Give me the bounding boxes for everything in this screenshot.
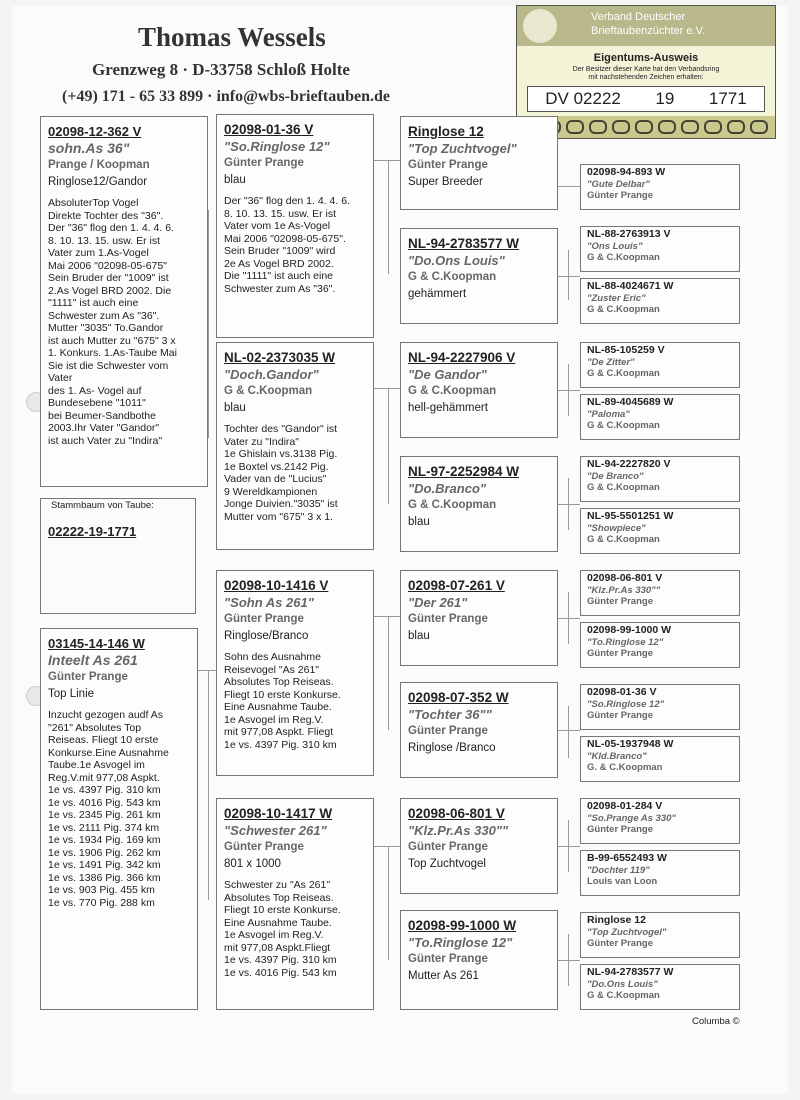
pigeon-name: "Doch.Gandor" <box>224 367 319 382</box>
ring-number: NL-97-2252984 W <box>408 464 520 479</box>
ring-number: 02098-01-36 V <box>224 122 314 137</box>
breeder: Günter Prange <box>587 938 653 949</box>
breeder-name: Thomas Wessels <box>138 22 326 52</box>
ancestor-box <box>580 508 740 554</box>
pigeon-name: "Showpiece" <box>587 522 646 534</box>
connector-line <box>198 670 216 671</box>
ring-number: 02098-07-352 W <box>408 690 509 705</box>
card-subtitle-line2: mit nachstehenden Zeichen erhalten: <box>588 74 704 81</box>
dove-logo-icon <box>523 9 557 43</box>
card-header <box>517 6 775 46</box>
color-line: blau <box>408 516 430 528</box>
pigeon-name: "So.Ringlose 12" <box>224 139 330 154</box>
grandparent-box <box>216 114 374 338</box>
breeder: G & C.Koopman <box>224 385 313 397</box>
connector-line <box>208 670 209 900</box>
ring-number: 03145-14-146 W <box>48 636 145 651</box>
breeder: G & C.Koopman <box>587 304 660 315</box>
pigeon-name: "Gute Delbar" <box>587 178 650 190</box>
connector-line <box>208 210 209 438</box>
pigeon-name: "De Zitter" <box>587 356 635 368</box>
connector-line <box>558 390 580 391</box>
pigeon-name: "Ons Louis" <box>587 240 643 252</box>
breeder: Günter Prange <box>224 841 304 853</box>
stammbaum-box <box>40 498 196 614</box>
card-num-c: 1771 <box>708 89 747 108</box>
ring-number: NL-94-2227906 V <box>408 350 516 365</box>
ring-number: NL-88-4024671 W <box>587 280 674 292</box>
pigeon-name: "Do.Ons Louis" <box>587 978 658 990</box>
ancestor-box <box>580 456 740 502</box>
color-line: Super Breeder <box>408 176 483 188</box>
breeder: Louis van Loon <box>587 876 658 887</box>
breeder: G & C.Koopman <box>587 420 660 431</box>
ring-number: 02098-12-362 V <box>48 124 142 139</box>
pigeon-name: "Zuster Eric" <box>587 292 646 304</box>
card-ring-number <box>527 86 765 112</box>
ancestor-box <box>580 164 740 210</box>
connector-line <box>388 846 389 960</box>
connector-line <box>558 186 580 187</box>
card-num-a: DV 02222 <box>545 89 621 108</box>
breeder: Günter Prange <box>408 159 488 171</box>
card-subtitle <box>517 66 775 82</box>
stammbaum-label: Stammbaum von Taube: <box>48 500 157 511</box>
ring-number: NL-95-5501251 W <box>587 510 674 522</box>
breeder: Günter Prange <box>587 648 653 659</box>
color-line: Ringlose12/Gandor <box>48 176 148 188</box>
breeder: Günter Prange <box>408 725 488 737</box>
breeder: G & C.Koopman <box>408 385 497 397</box>
color-line: Top Linie <box>48 688 95 700</box>
ring-number: NL-05-1937948 W <box>587 738 674 750</box>
connector-line <box>568 364 569 416</box>
great-grandparent-box <box>400 570 558 666</box>
ancestor-box <box>580 736 740 782</box>
pigeon-name: "Der 261" <box>408 595 468 610</box>
pigeon-name: "Do.Ons Louis" <box>408 253 505 268</box>
pigeon-name: "Tochter 36"" <box>408 707 492 722</box>
connector-line <box>568 250 569 300</box>
ring-number: NL-89-4045689 W <box>587 396 674 408</box>
connector-line <box>558 618 580 619</box>
software-credit: Columba © <box>692 1016 740 1027</box>
connector-line <box>568 706 569 758</box>
ring-number: 02098-99-1000 W <box>408 918 517 933</box>
color-line: 801 x 1000 <box>224 858 281 870</box>
pigeon-name: "Schwester 261" <box>224 823 327 838</box>
connector-line <box>558 504 580 505</box>
ancestor-box <box>580 964 740 1010</box>
connector-line <box>568 592 569 644</box>
card-org-line1: Verband Deutscher <box>591 11 686 23</box>
ring-number: NL-88-2763913 V <box>587 228 671 240</box>
pigeon-name: "Paloma" <box>587 408 630 420</box>
ancestor-box <box>580 226 740 272</box>
great-grandparent-box <box>400 682 558 778</box>
remarks: Schwester zu "As 261" Absolutes Top Reiseas. Fliegt 10 erste Konkurse. Eine Ausnahme Taube. 1e Asvogel im Reg.V. mit 977,08 Aspkt.Fliegt 1e vs. 4397 Pig. 310 km 1e vs. 4016 Pig. 543 km <box>224 879 341 979</box>
card-organization <box>591 10 705 38</box>
ancestor-box <box>580 394 740 440</box>
breeder: Günter Prange <box>48 671 128 683</box>
pigeon-name: "Sohn As 261" <box>224 595 314 610</box>
breeder: Günter Prange <box>587 710 653 721</box>
pigeon-name: "So.Prange As 330" <box>587 812 676 824</box>
color-line: blau <box>408 630 430 642</box>
color-line: blau <box>224 402 246 414</box>
color-line: hell-gehämmert <box>408 402 488 414</box>
great-grandparent-box <box>400 798 558 894</box>
remarks: Inzucht gezogen audf As "261" Absolutes Top Reiseas. Fliegt 10 erste Konkurse.Eine Ausnahme Taube.1e Asvogel im Reg.V.mit 977,08 Aspkt. 1e vs. 4397 Pig. 310 km 1e vs. 4016 Pig. 543 km 1e vs. 2345 Pig. 261 km 1e vs. 2111 Pig. 374 km 1e vs. 1934 Pig. 169 km 1e vs. 1906 Pig. 262 km 1e vs. 1491 Pig. 342 km 1e vs. 1386 Pig. 366 km 1e vs. 903 Pig. 455 km 1e vs. 770 Pig. 288 km <box>48 709 169 909</box>
ring-number: 02098-06-801 V <box>587 572 663 584</box>
ring-number: 02098-94-893 W <box>587 166 666 178</box>
ancestor-box <box>580 278 740 324</box>
pigeon-name: Inteelt As 261 <box>48 652 138 668</box>
connector-line <box>558 846 580 847</box>
connector-line <box>568 478 569 530</box>
remarks: AbsoluterTop Vogel Direkte Tochter des "36". Der "36" flog den 1. 4. 4. 6. 8. 10. 13. 15. usw. Er ist Vater zum 1.As-Vogel Mai 2006 "02098-05-675" Sein Bruder der "1009" ist 2.As Vogel BRD 2002. Die "1111" ist auch eine Schwester zum As "36". Mutter "3035" To.Gandor ist auch Mutter zu "675" 3 x 1. Konkurs. 1.As-Taube Mai Sie ist die Schwester vom Vater des 1. As- Vogel auf Bundesebene "1011" bei Beumer-Sandbothe 2003.Ihr Vater "Gandor" ist auch Vater zu "Indira" <box>48 197 177 447</box>
breeder: G & C.Koopman <box>408 499 497 511</box>
pigeon-name: "To.Ringlose 12" <box>408 935 513 950</box>
pigeon-name: "Klz.Pr.As 330"" <box>408 823 509 838</box>
breeder: G & C.Koopman <box>408 271 497 283</box>
breeder: G & C.Koopman <box>587 534 660 545</box>
great-grandparent-box <box>400 456 558 552</box>
great-grandparent-box <box>400 342 558 438</box>
color-line: Mutter As 261 <box>408 970 479 982</box>
breeder: Günter Prange <box>587 190 653 201</box>
connector-line <box>388 388 389 504</box>
connector-line <box>374 846 400 847</box>
great-grandparent-box <box>400 910 558 1010</box>
ring-number: 02098-01-284 V <box>587 800 663 812</box>
pigeon-name: "Klz.Pr.As 330"" <box>587 584 661 596</box>
grandparent-box <box>216 798 374 1010</box>
breeder: Günter Prange <box>224 157 304 169</box>
sire-box <box>40 116 208 487</box>
ring-number: Ringlose 12 <box>408 124 484 139</box>
great-grandparent-box <box>400 228 558 324</box>
pigeon-name: "Dochter 119" <box>587 864 650 876</box>
card-subtitle-line1: Der Besitzer dieser Karte hat den Verbandsring <box>572 66 720 73</box>
ancestor-box <box>580 622 740 668</box>
breeder-address: Grenzweg 8 · D-33758 Schloß Holte <box>92 60 350 79</box>
breeder: Günter Prange <box>408 841 488 853</box>
ring-number: 02098-10-1417 W <box>224 806 333 821</box>
ring-number: 02098-06-801 V <box>408 806 505 821</box>
connector-line <box>558 276 580 277</box>
ring-number: Ringlose 12 <box>587 914 646 926</box>
remarks: Der "36" flog den 1. 4. 4. 6. 8. 10. 13. 15. usw. Er ist Vater vom 1e As-Vogel Mai 2006 "02098-05-675". Sein Bruder "1009" wird 2e As Vogel BRD 2002. Die "1111" ist auch eine Schwester zum As "36". <box>224 195 350 295</box>
breeder: Günter Prange <box>408 613 488 625</box>
breeder: G & C.Koopman <box>587 368 660 379</box>
breeder-contact: (+49) 171 - 65 33 899 · info@wbs-brieftauben.de <box>62 88 390 105</box>
pigeon-name: "De Branco" <box>587 470 644 482</box>
ring-number: 02098-99-1000 W <box>587 624 672 636</box>
breeder: Günter Prange <box>224 613 304 625</box>
pigeon-name: "To.Ringlose 12" <box>587 636 664 648</box>
ring-number: NL-85-105259 V <box>587 344 665 356</box>
card-title: Eigentums-Ausweis <box>593 52 699 64</box>
color-line: Top Zuchtvogel <box>408 858 486 870</box>
ring-number: NL-94-2227820 V <box>587 458 671 470</box>
breeder: Günter Prange <box>587 824 653 835</box>
connector-line <box>558 730 580 731</box>
breeder: G & C.Koopman <box>587 990 660 1001</box>
card-num-b: 19 <box>655 89 675 108</box>
ancestor-box <box>580 912 740 958</box>
card-org-line2: Brieftaubenzüchter e.V. <box>591 25 705 37</box>
ancestor-box <box>580 850 740 896</box>
breeder: Günter Prange <box>408 953 488 965</box>
connector-line <box>558 960 580 961</box>
breeder: G. & C.Koopman <box>587 762 663 773</box>
connector-line <box>568 934 569 986</box>
ring-number: NL-94-2783577 W <box>587 966 674 978</box>
grandparent-box <box>216 342 374 550</box>
ring-number: NL-02-2373035 W <box>224 350 336 365</box>
ring-number: NL-94-2783577 W <box>408 236 520 251</box>
pigeon-name: "Top Zuchtvogel" <box>587 926 667 938</box>
pigeon-name: "Kld.Branco" <box>587 750 647 762</box>
connector-line <box>388 616 389 730</box>
breeder: G & C.Koopman <box>587 252 660 263</box>
connector-line <box>374 388 400 389</box>
breeder: Prange / Koopman <box>48 159 150 171</box>
connector-line <box>374 616 400 617</box>
pigeon-name: "Top Zuchtvogel" <box>408 141 517 156</box>
ancestor-box <box>580 570 740 616</box>
connector-line <box>374 160 400 161</box>
ring-number: 02098-10-1416 V <box>224 578 329 593</box>
connector-line <box>388 160 389 274</box>
pigeon-name: "So.Ringlose 12" <box>587 698 665 710</box>
pigeon-name: "De Gandor" <box>408 367 487 382</box>
breeder: G & C.Koopman <box>587 482 660 493</box>
breeder: Günter Prange <box>587 596 653 607</box>
ring-number: B-99-6552493 W <box>587 852 667 864</box>
ancestor-box <box>580 798 740 844</box>
color-line: Ringlose/Branco <box>224 630 309 642</box>
dam-box <box>40 628 198 1010</box>
ring-number: 02098-01-36 V <box>587 686 657 698</box>
color-line: blau <box>224 174 246 186</box>
remarks: Tochter des "Gandor" ist Vater zu "Indira" 1e Ghislain vs.3138 Pig. 1e Boxtel vs.2142 Pig. Vader van de "Lucius" 9 Wereldkampionen Jonge Duivien."3035" ist Mutter vom "675" 3 x 1. <box>224 423 338 523</box>
color-line: Ringlose /Branco <box>408 742 496 754</box>
pigeon-name: "Do.Branco" <box>408 481 487 496</box>
remarks: Sohn des Ausnahme Reisevogel "As 261" Absolutes Top Reiseas. Fliegt 10 erste Konkurse. Eine Ausnahme Taube. 1e Asvogel im Reg.V. mit 977,08 Aspkt. Fliegt 1e vs. 4397 Pig. 310 km <box>224 651 341 751</box>
connector-line <box>568 820 569 872</box>
color-line: gehämmert <box>408 288 467 300</box>
ring-number: 02098-07-261 V <box>408 578 505 593</box>
great-grandparent-box <box>400 116 558 210</box>
stammbaum-ring: 02222-19-1771 <box>48 524 137 539</box>
ancestor-box <box>580 684 740 730</box>
ancestor-box <box>580 342 740 388</box>
pigeon-name: sohn.As 36" <box>48 140 130 156</box>
grandparent-box <box>216 570 374 776</box>
